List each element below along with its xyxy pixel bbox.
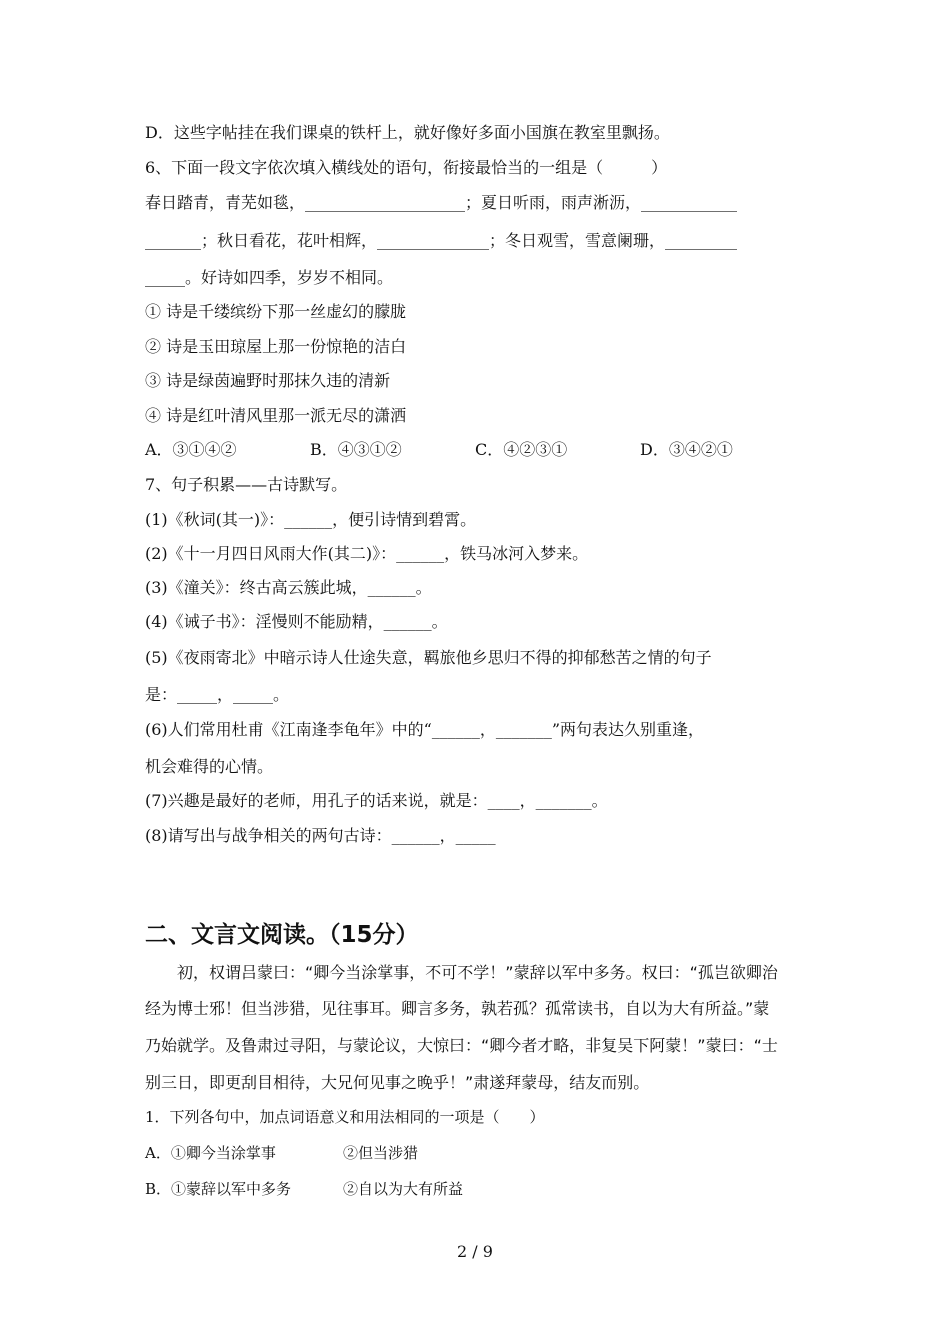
q7-item-5-line2: 是：_____，_____。 <box>145 685 290 704</box>
q7-item-4: (4)《诫子书》：淫慢则不能励精，______。 <box>145 612 448 631</box>
passage-line-3: 乃始就学。及鲁肃过寻阳，与蒙论议，大惊曰：“卿今者才略，非复吴下阿蒙！”蒙曰：“士 <box>145 1036 778 1055</box>
q6-item-2: ② 诗是玉田琼屋上那一份惊艳的洁白 <box>145 337 407 356</box>
q6-stem: 6、下面一段文字依次填入横线处的语句，衔接最恰当的一组是（ ） <box>145 158 668 177</box>
s2-q1-b-part1: B．①蒙辞以军中多务 <box>145 1180 292 1198</box>
passage-line-4: 别三日，即更刮目相待，大兄何见事之晚乎！”肃遂拜蒙母，结友而别。 <box>145 1073 650 1092</box>
q6-item-1: ① 诗是千缕缤纷下那一丝虚幻的朦胧 <box>145 302 407 321</box>
q6-item-3: ③ 诗是绿茵遍野时那抹久违的清新 <box>145 371 391 390</box>
s2-q1-stem: 1．下列各句中，加点词语意义和用法相同的一项是（ ） <box>145 1108 545 1126</box>
s2-q1-b-part2: ②自以为大有所益 <box>343 1180 464 1198</box>
section2-title: 二、文言文阅读。（15分） <box>145 922 419 948</box>
q6-choice-d: D．③④②① <box>640 440 733 459</box>
q7-item-6-line1: (6)人们常用杜甫《江南逢李龟年》中的“______，_______”两句表达久别重逢， <box>145 720 705 739</box>
q6-choice-a: A．③①④② <box>145 440 237 459</box>
passage-line-1: 初，权谓吕蒙曰：“卿今当涂掌事，不可不学！”蒙辞以军中多务。权曰：“孤岂欲卿治 <box>145 963 778 982</box>
q7-stem: 7、句子积累——古诗默写。 <box>145 475 348 494</box>
page-number: 2 / 9 <box>457 1242 493 1261</box>
q7-item-2: (2)《十一月四日风雨大作(其二)》：______，铁马冰河入梦来。 <box>145 544 589 563</box>
q7-item-6-line2: 机会难得的心情。 <box>145 757 274 776</box>
q6-passage-line3: _____。好诗如四季，岁岁不相同。 <box>145 268 394 287</box>
passage-line-2: 经为博士邪！但当涉猎，见往事耳。卿言多务，孰若孤？孤常读书，自以为大有所益。”蒙 <box>145 999 770 1018</box>
s2-q1-a-part1: A．①卿今当涂掌事 <box>145 1144 276 1162</box>
q7-item-8: (8)请写出与战争相关的两句古诗：______，_____ <box>145 826 496 845</box>
q6-passage-line1: 春日踏青，青芜如毯，____________________；夏日听雨，雨声淅沥，____________ <box>145 193 738 212</box>
q6-choice-b: B．④③①② <box>310 440 402 459</box>
q6-item-4: ④ 诗是红叶清风里那一派无尽的潇洒 <box>145 406 407 425</box>
s2-q1-a-part2: ②但当涉猎 <box>343 1144 419 1162</box>
q5-option-d: D．这些字帖挂在我们课桌的铁杆上，就好像好多面小国旗在教室里飘扬。 <box>145 123 670 142</box>
q7-item-5-line1: (5)《夜雨寄北》中暗示诗人仕途失意，羁旅他乡思归不得的抑郁愁苦之情的句子 <box>145 648 712 667</box>
q6-choice-c: C．④②③① <box>475 440 568 459</box>
q6-passage-line2: _______；秋日看花，花叶相辉，______________；冬日观雪，雪意阑珊，_________ <box>145 231 738 250</box>
q7-item-3: (3)《潼关》：终古高云簇此城，______。 <box>145 578 432 597</box>
q7-item-7: (7)兴趣是最好的老师，用孔子的话来说，就是：____，_______。 <box>145 791 608 810</box>
q7-item-1: (1)《秋词(其一)》：______，便引诗情到碧霄。 <box>145 510 477 529</box>
